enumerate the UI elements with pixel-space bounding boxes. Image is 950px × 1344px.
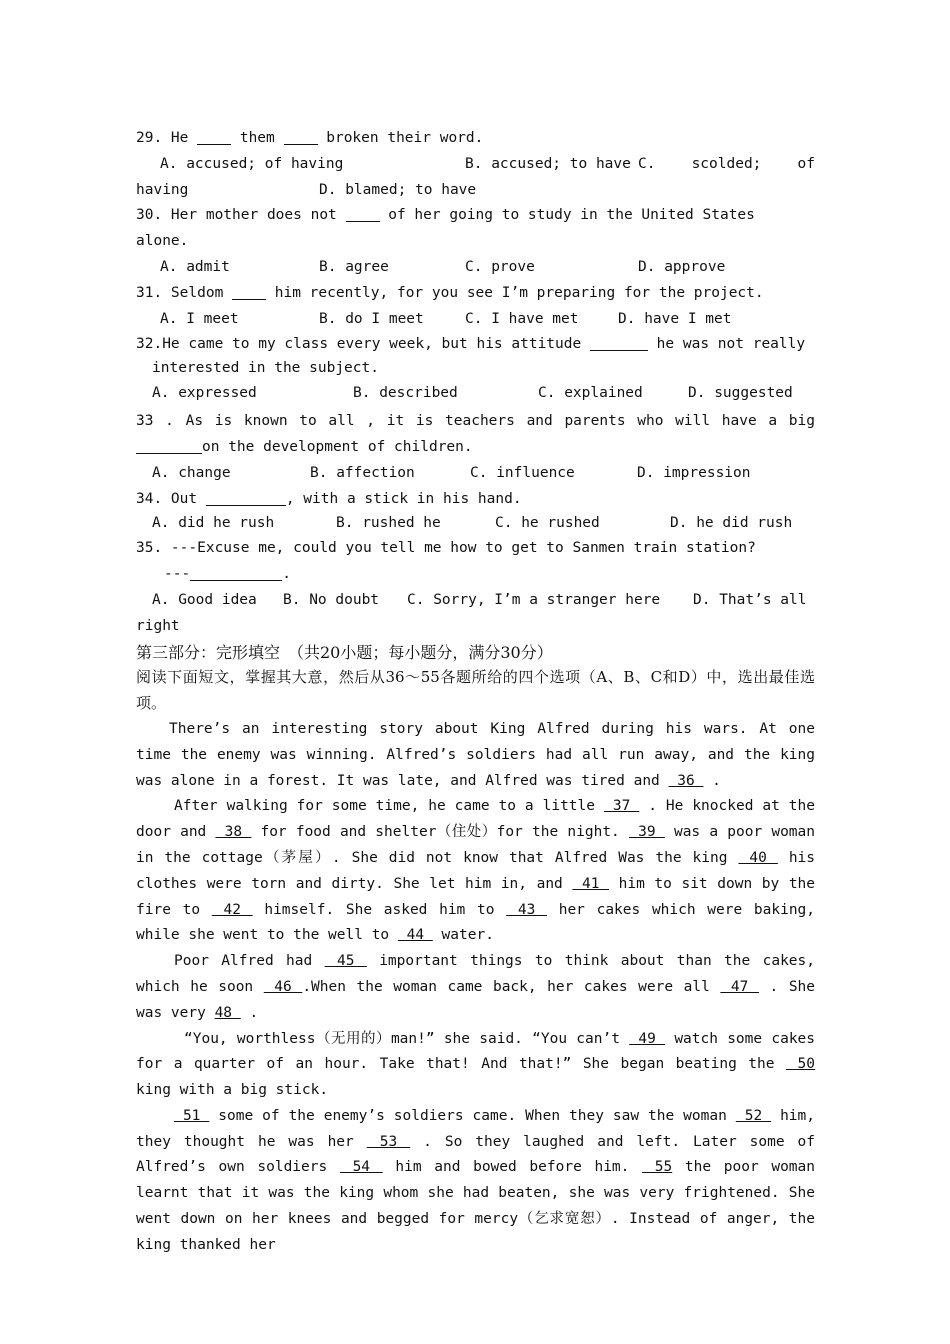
question-32 [136,332,815,356]
passage-text: some of the enemy’s soldiers came. When they saw the woman [209,1107,736,1124]
answer-blank [590,334,648,351]
option-d-cont: right [136,617,180,634]
answer-blank [346,205,380,222]
option-d: D. blamed; to have [319,181,477,198]
passage-text: There’s an interesting story about King Alfred during his wars. At one time the enemy was winning. Alfred’s soldiers had all run away, and the king was alone in a forest. It was late, and Alfred was tired and [136,720,815,789]
answer-blank [284,128,318,145]
option-d: D. he did rush [670,514,793,531]
options-35 [136,588,815,614]
cloze-blank: 49 [629,1030,666,1047]
question-text: of her going to study in the United States alone. [136,207,755,250]
passage-paragraph-1 [136,717,815,794]
cloze-blank: 44 [397,927,433,944]
option-a: A. Good idea [152,591,257,608]
option-a: A. admit [160,258,230,275]
question-29 [136,126,815,152]
cloze-blank: 48 [214,1004,241,1021]
option-d: D. impression [637,464,751,481]
cloze-blank: 53 [366,1133,411,1150]
cloze-blank: 54 [339,1159,383,1176]
question-text: on the development of children. [202,438,473,455]
cloze-blank: 40 [738,849,778,866]
cloze-blank: 45 [324,953,367,970]
passage-text: her cakes which were baking, while she went to the well to [136,901,816,944]
option-a: A. accused; of having [160,155,344,172]
passage-text: Poor Alfred had [174,953,325,970]
answer-blank [190,564,282,581]
question-33-cont [136,435,815,461]
passage-paragraph-5 [136,1104,815,1259]
options-31 [136,307,815,333]
passage-text: his clothes were torn and dirty. She let him in, and [136,849,816,892]
passage-text: the poor woman learnt that it was the king whom she had beaten, she was very frightened. She went down on her knees and begged for mercy（乞求宽恕）. Instead of anger, the king thanked her [136,1159,815,1253]
question-35-reply [136,562,815,588]
passage-text: water. [432,927,494,944]
question-31 [136,281,815,307]
option-d: D. approve [638,258,726,275]
option-a: A. change [152,464,231,481]
option-c: C. he rushed [495,514,600,531]
option-c: C. Sorry, I’m a stranger here [407,591,661,608]
answer-blank [206,489,286,506]
cloze-blank: 55 [642,1159,673,1176]
exam-page [136,126,815,1259]
question-text: 29. He [136,130,198,146]
option-d: D. That’s all [693,591,807,608]
question-text: he was not really [647,336,806,353]
question-33: 33 . As is known to all , it is teachers and parents who will have a big [136,413,815,430]
option-b: B. rushed he [336,514,441,531]
cloze-blank: 46 [263,978,303,995]
cloze-blank: 50 [786,1056,815,1073]
passage-text: for food and shelter（住处）for the night. [251,824,629,841]
passage-text: “You, worthless（无用的）man!” she said. “You can’t [184,1030,630,1047]
option-c: C. influence [470,464,575,481]
question-text: 32.He came to my class every week, but his attitude [136,336,590,353]
passage-text: . She was very [136,978,816,1021]
passage-text: important things to think about than the cakes, which he soon [136,953,815,995]
answer-blank [136,437,202,454]
question-text: broken their word. [317,130,484,146]
cloze-blank: 47 [720,978,759,995]
cloze-blank: 42 [211,901,253,918]
options-34 [136,511,815,537]
options-29 [136,152,815,178]
passage-text: him to sit down by the fire to [136,875,816,918]
passage-text: king with a big stick. [136,1082,329,1099]
section-intro: 阅读下面短文，掌握其大意，然后从36～55各题所给的四个选项（A、B、C和D）中，选出最佳选项。 [136,668,815,713]
passage-text: .When the woman came back, her cakes were all [302,978,721,995]
cloze-blank: 39 [628,824,665,841]
passage-text: . [240,1004,259,1021]
question-text-cont: interested in the subject. [152,360,379,377]
passage-text: . [703,772,721,789]
cloze-blank: 43 [506,901,548,918]
cloze-blank: 38 [215,824,252,841]
cloze-blank: 36 [668,772,704,789]
answer-blank [197,128,231,145]
question-text: them [231,130,284,146]
question-text: , with a stick in his hand. [285,490,522,507]
option-c: C. I have met [465,310,579,327]
option-c: C. scolded; of [638,155,815,172]
passage-text: him and bowed before him. [382,1159,643,1176]
passage-text: . He knocked at the door and [136,798,815,841]
option-b: B. agree [319,258,389,275]
option-c-cont: having [136,181,189,198]
option-d: D. suggested [688,385,793,402]
option-b: B. No doubt [283,591,380,608]
passage-text: him, they thought he was her [136,1107,815,1150]
passage-text: watch some cakes for a quarter of an hour. Take that! And that!” She began beating the [136,1030,816,1073]
option-d: D. have I met [618,310,732,327]
option-b: B. described [353,385,458,402]
cloze-blank: 41 [572,875,610,892]
option-a: A. I meet [160,310,239,327]
question-text: --- [164,566,191,583]
option-b: B. do I meet [319,310,424,327]
passage-paragraph-2 [136,794,815,949]
cloze-blank: 37 [603,798,640,815]
question-text: 31. Seldom [136,284,233,301]
option-c: C. explained [538,385,643,402]
question-text: . [282,566,291,583]
question-34 [136,487,815,511]
option-b: B. accused; to have [465,155,631,172]
question-30 [136,203,815,255]
cloze-blank: 51 [174,1107,210,1124]
question-text: 30. Her mother does not [136,207,346,224]
passage-text: himself. She asked him to [252,901,507,918]
answer-blank [232,283,266,300]
option-a: A. expressed [152,385,257,402]
option-c: C. prove [465,258,535,275]
passage-text: After walking for some time, he came to a little [174,798,604,815]
options-30 [136,255,815,281]
passage-text: was a poor woman in the cottage（茅屋）. She did not know that Alfred Was the king [136,824,816,866]
cloze-blank: 52 [735,1107,772,1124]
passage-paragraph-4 [136,1027,815,1104]
options-33 [136,461,815,487]
option-a: A. did he rush [152,514,275,531]
question-text: 34. Out [136,490,206,507]
question-text: him recently, for you see I’m preparing for the project. [266,284,764,301]
section-title: 第三部分：完形填空 （共20小题；每小题分，满分30分） [136,642,553,662]
passage-text: . So they laughed and left. Later some of Alfred’s own soldiers [136,1133,816,1176]
options-32 [136,381,815,407]
option-b: B. affection [310,464,415,481]
passage-paragraph-3 [136,949,815,1026]
question-35: 35. ---Excuse me, could you tell me how to get to Sanmen train station? [136,540,756,557]
options-29-cont [136,178,815,204]
